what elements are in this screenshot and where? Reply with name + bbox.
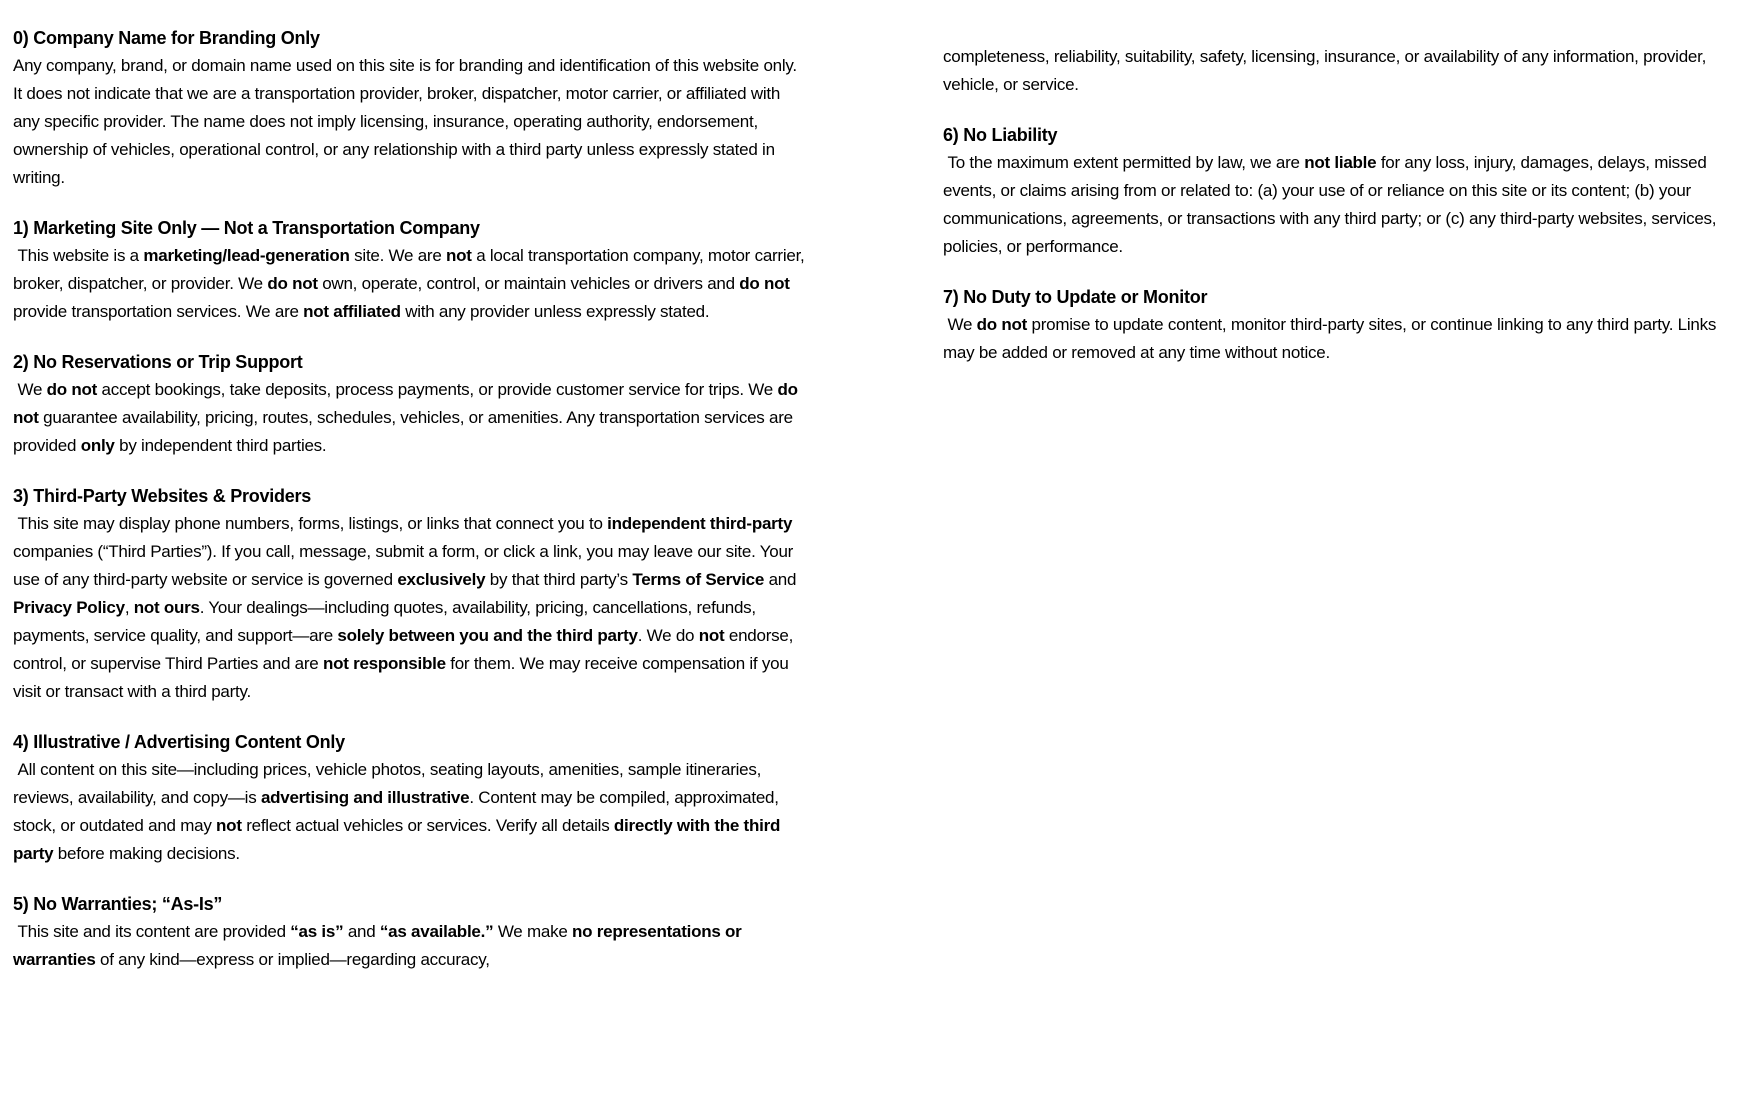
disclaimer-section [13, 482, 808, 706]
text-run: completeness, reliability, suitability, safety, licensing, insurance, or availability of any information, provider, vehicle, or service. [943, 47, 1711, 94]
text-run: reflect actual vehicles or services. Verify all details [241, 816, 614, 835]
text-run: We [13, 380, 47, 399]
disclaimer-section [13, 24, 808, 192]
bold-text-run: not liable [1304, 153, 1377, 172]
text-run: companies (“Third Parties”). If you call, message, submit a form, or click a link, you may leave our site. Your use of any third-party website or service is governed [13, 514, 798, 589]
text-run: . Your dealings—including quotes, availability, pricing, cancellations, refunds, payments, service quality, and support—are [13, 598, 761, 645]
bold-text-run: exclusively [397, 570, 486, 589]
text-run: To the maximum extent permitted by law, we are [943, 153, 1305, 172]
bold-text-run: Terms of Service [632, 570, 765, 589]
text-run: endorse, control, or supervise Third Parties and are [13, 626, 798, 673]
bold-text-run: “as available.” [379, 922, 494, 941]
section-heading: 7) No Duty to Update or Monitor [943, 287, 1208, 307]
text-run: before making decisions. [53, 844, 240, 863]
bold-text-run: do not [739, 274, 790, 293]
section-paragraph [13, 52, 808, 192]
bold-text-run: “as is” [290, 922, 344, 941]
text-run: . We do [637, 626, 699, 645]
disclaimer-section [943, 283, 1738, 367]
bold-text-run: not [698, 626, 725, 645]
bold-text-run: not responsible [322, 654, 446, 673]
text-run: by independent third parties. [114, 436, 327, 455]
bold-text-run: only [80, 436, 115, 455]
bold-text-run: Privacy Policy [13, 598, 125, 617]
bold-text-run: do not [46, 380, 98, 399]
bold-text-run: do not [976, 315, 1028, 334]
section-paragraph [943, 311, 1738, 367]
section-paragraph [13, 756, 808, 868]
section-heading: 5) No Warranties; “As-Is” [13, 894, 223, 914]
disclaimer-section [943, 121, 1738, 261]
text-run: and [343, 922, 380, 941]
text-run: site. We are [349, 246, 447, 265]
section-heading: 4) Illustrative / Advertising Content Only [13, 732, 345, 752]
bold-text-run: do not [267, 274, 318, 293]
text-run: of any kind—express or implied—regarding accuracy, [95, 950, 490, 969]
section-heading: 1) Marketing Site Only — Not a Transportation Company [13, 218, 480, 238]
bold-text-run: marketing/lead-generation [143, 246, 350, 265]
column-right [943, 24, 1738, 974]
bold-text-run: independent third-party [607, 514, 793, 533]
text-run: with any provider unless expressly stated. [400, 302, 710, 321]
bold-text-run: not affiliated [303, 302, 401, 321]
section-heading: 6) No Liability [943, 125, 1058, 145]
text-run: and [764, 570, 801, 589]
disclaimer-section-continuation [943, 43, 1738, 99]
disclaimer-section [13, 348, 808, 460]
bold-text-run: not [216, 816, 242, 835]
bold-text-run: directly with the third party [13, 816, 785, 863]
bold-text-run: not [446, 246, 472, 265]
text-run: by that third party’s [485, 570, 633, 589]
section-paragraph [13, 918, 808, 974]
section-heading: 2) No Reservations or Trip Support [13, 352, 303, 372]
text-run: guarantee availability, pricing, routes, schedules, vehicles, or amenities. Any transportation services are provided [13, 408, 798, 455]
text-run: , [124, 598, 134, 617]
text-run: Any company, brand, or domain name used on this site is for branding and identification of this website only. It does not indicate that we are a transportation provider, broker, dispatcher, motor carrier, or affiliated with any specific provider. The name does not imply licensing, insurance, operating authority, endorsement, ownership of vehicles, operational control, or any relationship with a third party unless expressly stated in writing. [13, 56, 802, 187]
bold-text-run: solely between you and the third party [337, 626, 638, 645]
bold-text-run: advertising and illustrative [260, 788, 470, 807]
text-run: This site may display phone numbers, forms, listings, or links that connect you to [13, 514, 608, 533]
text-run: provide transportation services. We are [13, 274, 795, 321]
bold-text-run: do not [13, 380, 803, 427]
text-run: This site and its content are provided [13, 922, 291, 941]
text-run: We make [493, 922, 573, 941]
section-paragraph [13, 376, 808, 460]
text-run: a local transportation company, motor carrier, broker, dispatcher, or provider. We [13, 246, 810, 293]
section-paragraph [943, 43, 1738, 99]
text-run: We [943, 315, 977, 334]
section-paragraph [943, 149, 1738, 261]
column-left [13, 24, 808, 974]
section-heading: 3) Third-Party Websites & Providers [13, 486, 312, 506]
bold-text-run: no representations or warranties [13, 922, 747, 969]
text-run: accept bookings, take deposits, process payments, or provide customer service for trips. We [97, 380, 778, 399]
bold-text-run: not ours [133, 598, 200, 617]
text-run: This website is a [13, 246, 144, 265]
text-run: promise to update content, monitor third-party sites, or continue linking to any third party. Links may be added or removed at any time without notice. [943, 315, 1721, 362]
text-run: for any loss, injury, damages, delays, missed events, or claims arising from or related to: (a) your use of or reliance on this site or its content; (b) your communications, agreements, or transactions with any third party; or (c) any third-party websites, services, policies, or performance. [943, 153, 1721, 256]
text-run: own, operate, control, or maintain vehicles or drivers and [317, 274, 740, 293]
text-run: . Content may be compiled, approximated, stock, or outdated and may [13, 788, 784, 835]
section-heading: 0) Company Name for Branding Only [13, 28, 320, 48]
disclaimer-section [13, 890, 808, 974]
section-paragraph [13, 242, 808, 326]
text-run: for them. We may receive compensation if you visit or transact with a third party. [13, 654, 794, 701]
section-paragraph [13, 510, 808, 706]
disclaimer-section [13, 214, 808, 326]
disclaimer-section [13, 728, 808, 868]
text-run: All content on this site—including prices, vehicle photos, seating layouts, amenities, sample itineraries, reviews, availability, and copy—is [13, 760, 766, 807]
